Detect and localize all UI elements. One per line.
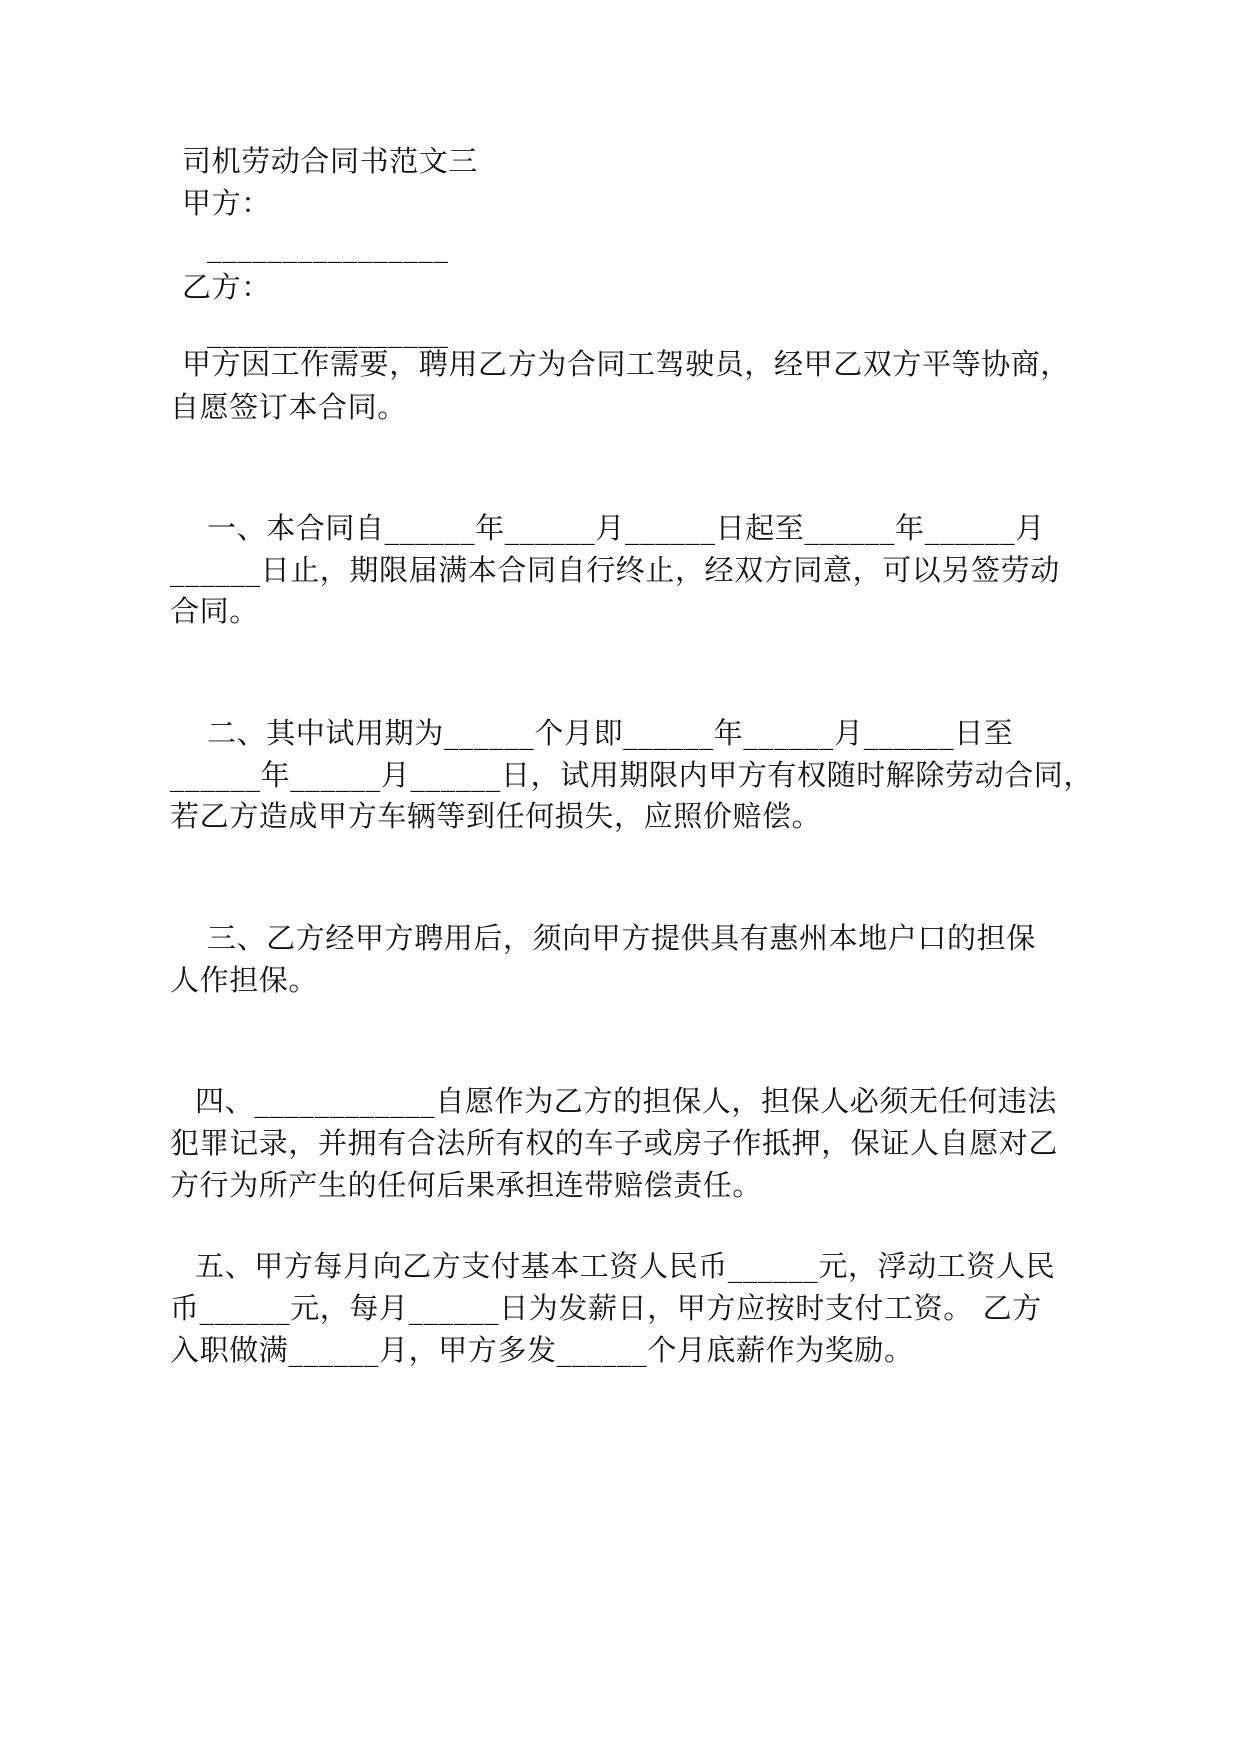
intro-line-2: 自愿签订本合同。 [170, 390, 407, 424]
clause-4-line-3: 方行为所产生的任何后果承担连带赔偿责任。 [170, 1168, 763, 1202]
clause-3-line-2: 人作担保。 [170, 963, 319, 997]
clause-4-line-2: 犯罪记录，并拥有合法所有权的车子或房子作抵押，保证人自愿对乙 [170, 1126, 1059, 1160]
clause-1-line-2: ______日止，期限届满本合同自行终止，经双方同意，可以另签劳动 [170, 553, 1060, 587]
clause-1-line-3: 合同。 [170, 594, 259, 628]
clause-5-line-3: 入职做满______月，甲方多发______个月底薪作为奖励。 [170, 1333, 914, 1367]
party-a-blank: ________________ [207, 229, 449, 263]
party-b-blank: ________________ [207, 314, 449, 348]
party-b-label: 乙方： [182, 270, 271, 304]
clause-3-line-1: 三、乙方经甲方聘用后，须向甲方提供具有惠州本地户口的担保 [207, 921, 1036, 955]
clause-1-line-1: 一、本合同自______年______月______日起至______年______月 [207, 511, 1045, 545]
clause-2-line-2: ______年______月______日，试用期限内甲方有权随时解除劳动合同， [170, 758, 1094, 792]
clause-4-line-1: 四、____________自愿作为乙方的担保人，担保人必须无任何违法 [195, 1084, 1058, 1118]
clause-5-line-1: 五、甲方每月向乙方支付基本工资人民币______元，浮动工资人民 [195, 1249, 1056, 1283]
clause-5-line-2: 币______元，每月______日为发薪日，甲方应按时支付工资。 乙方 [170, 1291, 1042, 1325]
clause-2-line-3: 若乙方造成甲方车辆等到任何损失，应照价赔偿。 [170, 799, 822, 833]
party-a-label: 甲方： [182, 186, 271, 220]
intro-line-1: 甲方因工作需要，聘用乙方为合同工驾驶员，经甲乙双方平等协商， [182, 347, 1071, 381]
clause-2-line-1: 二、其中试用期为______个月即______年______月______日至 [207, 716, 1014, 750]
document-title: 司机劳动合同书范文三 [182, 144, 479, 178]
